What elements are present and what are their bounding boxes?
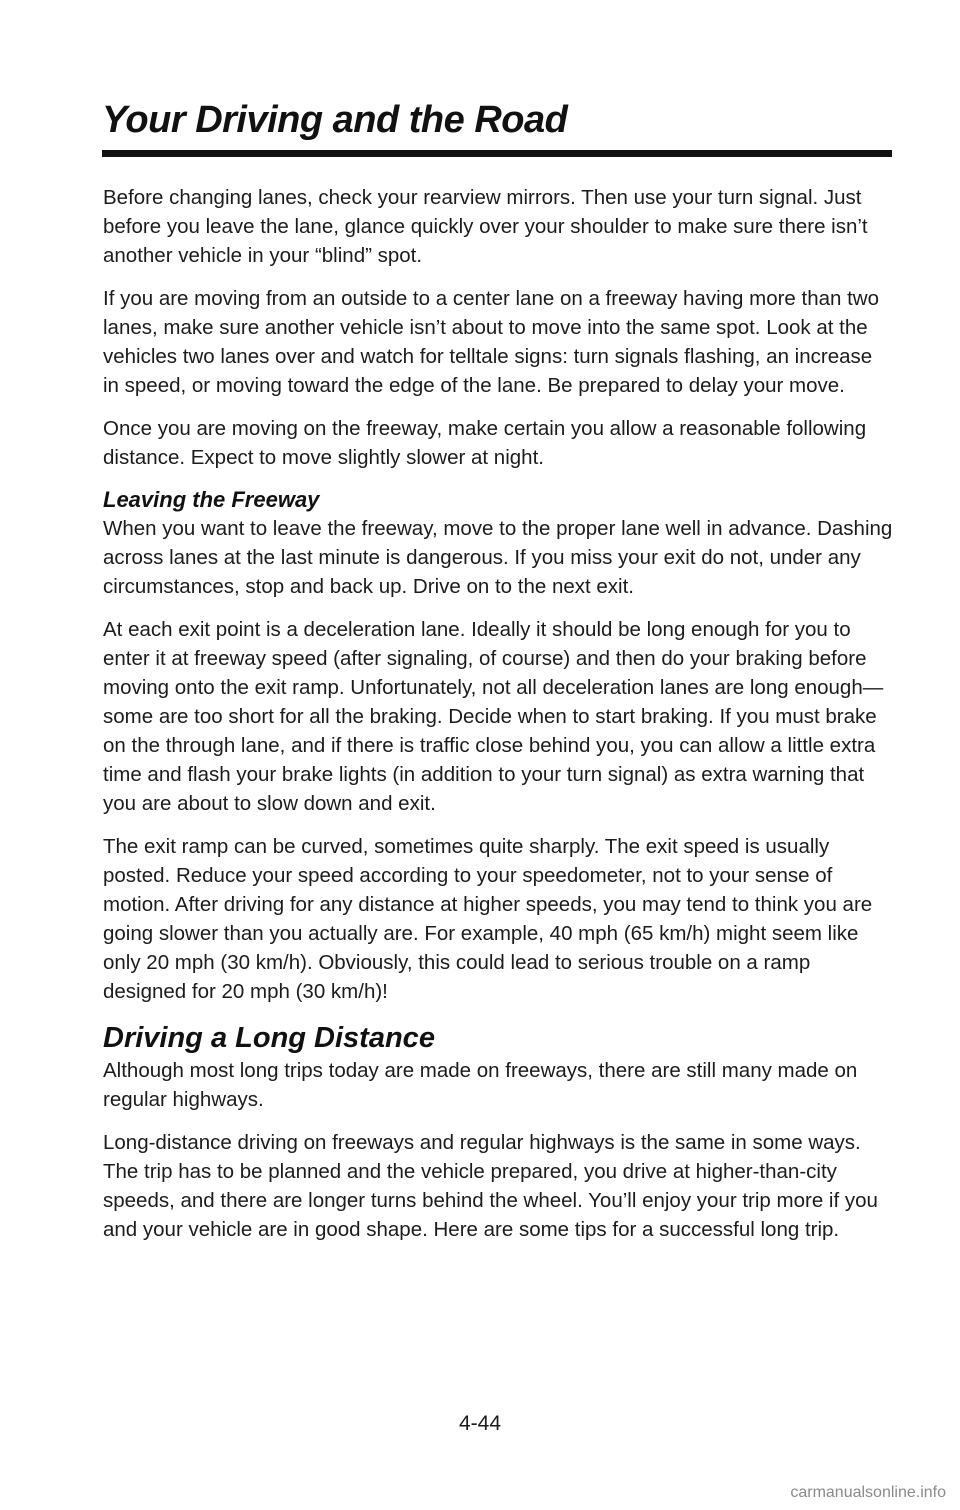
header-rule bbox=[102, 150, 892, 157]
section-heading-long-distance: Driving a Long Distance bbox=[103, 1022, 435, 1054]
paragraph-long-trips: Although most long trips today are made on freeways, there are still many made on regular highways. bbox=[103, 1059, 858, 1111]
paragraph-changing-lanes: Before changing lanes, check your rearview mirrors. Then use your turn signal. Just before you leave the lane, glance quickly over your shoulder to make sure there isn’t another vehicle in your “blind” spot. bbox=[103, 186, 868, 267]
watermark-text: carmanualsonline.info bbox=[790, 1484, 946, 1501]
subheading-leaving-freeway: Leaving the Freeway bbox=[103, 487, 320, 512]
paragraph-deceleration-lane: At each exit point is a deceleration lane. Ideally it should be long enough for you to enter it at freeway speed (after signaling, of course) and then do your braking before moving onto the exit ramp. Unfortunately, not all deceleration lanes are long enough—some are too short for all the braking. Decide when to start braking. If you must brake on the through lane, and if there is traffic close behind you, you can allow a little extra time and flash your brake lights (in addition to your turn signal) as extra warning that you are about to slow down and exit. bbox=[103, 618, 884, 815]
paragraph-exit-ramp: The exit ramp can be curved, sometimes quite sharply. The exit speed is usually posted. Reduce your speed according to your speedometer, not to your sense of motion. After driving for any distance at higher speeds, you may tend to think you are going slower than you actually are. For example, 40 mph (65 km/h) might seem like only 20 mph (30 km/h). Obviously, this could lead to serious trouble on a ramp designed for 20 mph (30 km/h)! bbox=[103, 835, 873, 1003]
paragraph-center-lane: If you are moving from an outside to a center lane on a freeway having more than two lanes, make sure another vehicle isn’t about to move into the same spot. Look at the vehicles two lanes over and watch for telltale signs: turn signals flashing, an increase in speed, or moving toward the edge of the lane. Be prepared to delay your move. bbox=[103, 287, 880, 397]
page-header bbox=[102, 96, 892, 157]
chapter-title: Your Driving and the Road bbox=[102, 99, 568, 141]
paragraph-leaving-freeway: When you want to leave the freeway, move to the proper lane well in advance. Dashing across lanes at the last minute is dangerous. If you miss your exit do not, under any circumstances, stop and back up. Drive on to the next exit. bbox=[103, 517, 893, 598]
paragraph-long-distance-driving: Long-distance driving on freeways and regular highways is the same in some ways. The trip has to be planned and the vehicle prepared, you drive at higher-than-city speeds, and there are longer turns behind the wheel. You’ll enjoy your trip more if you and your vehicle are in good shape. Here are some tips for a successful long trip. bbox=[103, 1131, 878, 1241]
page-content bbox=[103, 183, 893, 1258]
paragraph-following-distance: Once you are moving on the freeway, make certain you allow a reasonable following distance. Expect to move slightly slower at night. bbox=[103, 417, 867, 469]
page-number: 4-44 bbox=[458, 1412, 502, 1435]
